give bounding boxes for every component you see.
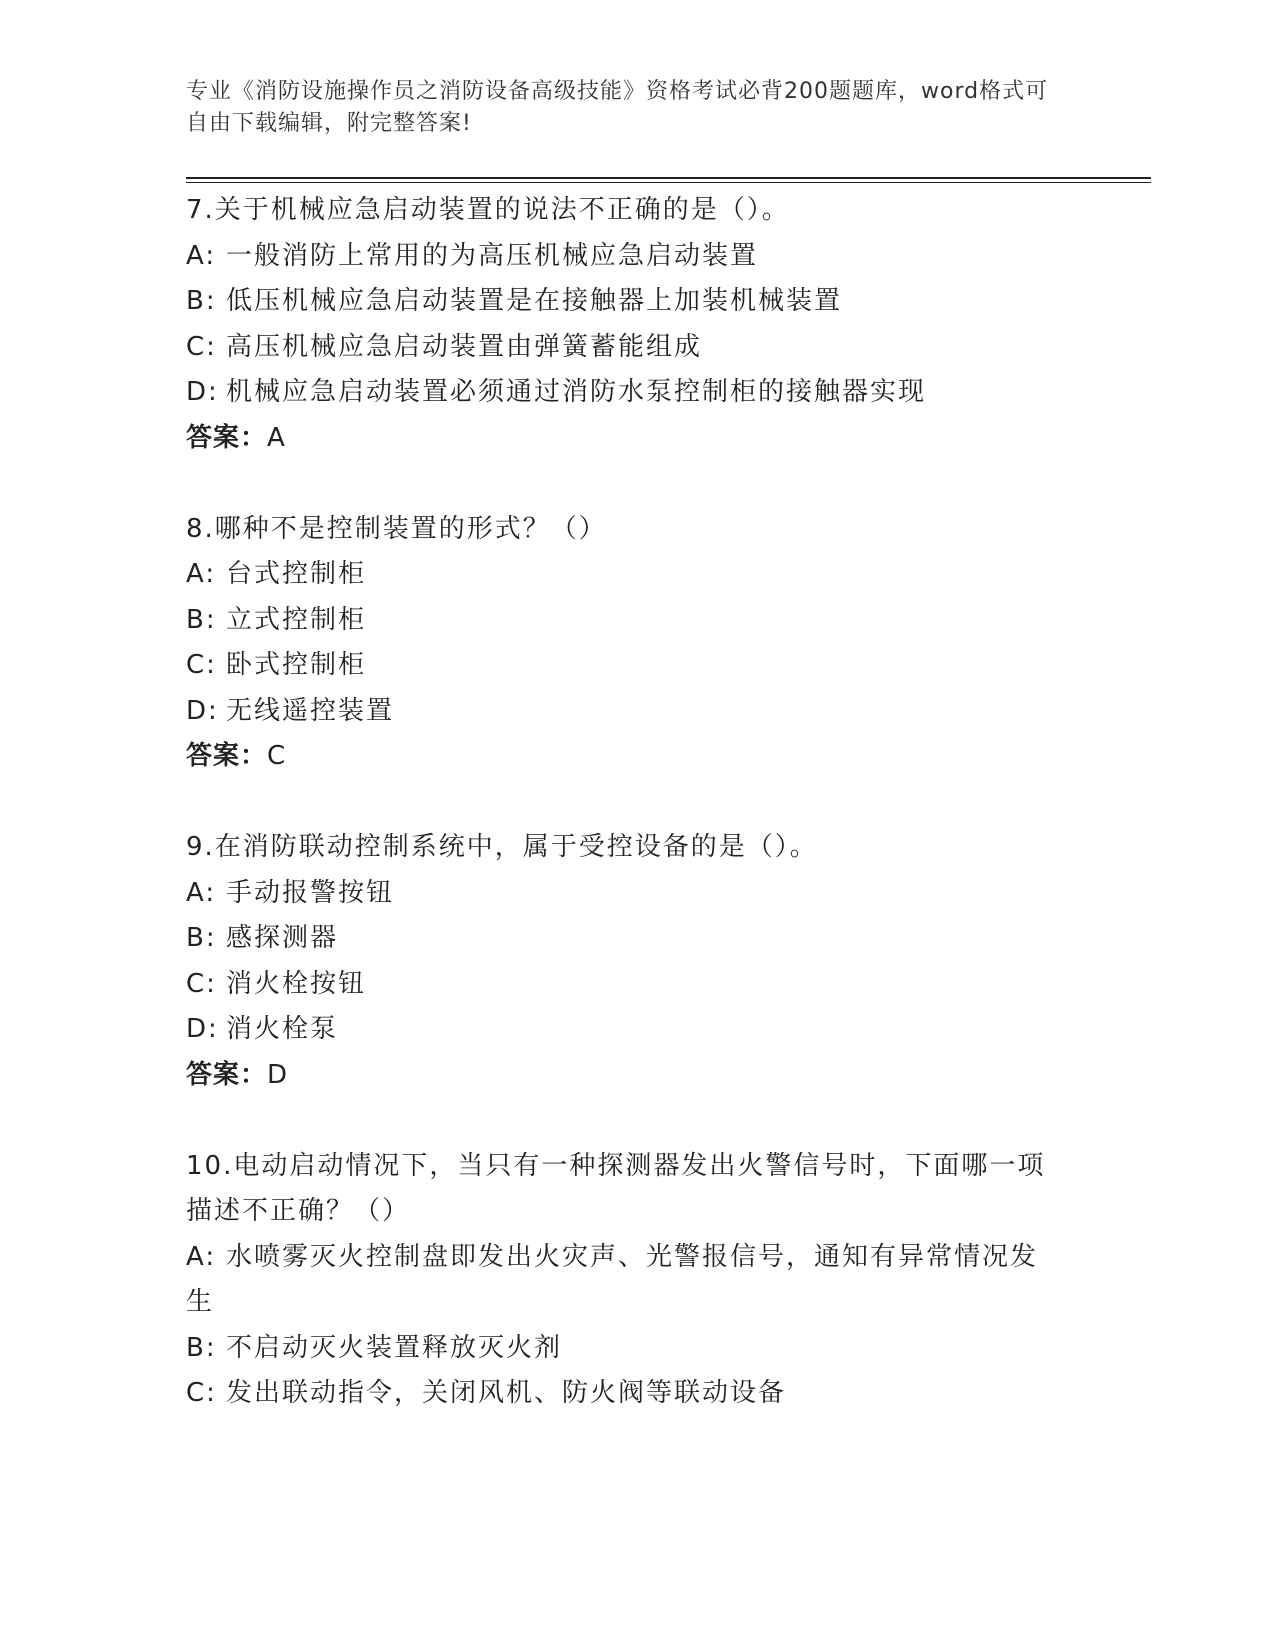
option-a: A: 水喷雾灭火控制盘即发出火灾声、光警报信号，通知有异常情况发 — [186, 1241, 1039, 1272]
question-stem-line-2: 描述不正确？（） — [186, 1196, 411, 1226]
option-c: C: 发出联动指令，关闭风机、防火阀等联动设备 — [186, 1378, 787, 1408]
question-8 — [186, 507, 1086, 780]
answer-value: C — [267, 741, 287, 771]
question-10 — [186, 1144, 1086, 1417]
answer-line — [186, 734, 1086, 780]
option-d: D: 无线遥控装置 — [186, 695, 395, 726]
option-b: B: 立式控制柜 — [186, 604, 367, 635]
question-stem-line-1: 10.电动启动情况下，当只有一种探测器发出火警信号时，下面哪一项 — [186, 1150, 1046, 1181]
question-list — [186, 188, 1086, 1417]
option-d: D: 消火栓泵 — [186, 1014, 339, 1044]
option-a: A: 手动报警按钮 — [186, 877, 395, 908]
answer-prefix: 答案： — [186, 1059, 268, 1090]
option-c: C: 消火栓按钮 — [186, 968, 367, 999]
question-stem: 7.关于机械应急启动装置的说法不正确的是（）。 — [186, 195, 790, 225]
option-c: C: 卧式控制柜 — [186, 650, 367, 680]
header-rule-thin — [186, 182, 1151, 183]
header-rule-thick — [186, 177, 1151, 179]
question-7 — [186, 188, 1086, 461]
option-a-continued: 生 — [186, 1287, 215, 1317]
question-9 — [186, 825, 1086, 1098]
option-d: D: 机械应急启动装置必须通过消防水泵控制柜的接触器实现 — [186, 377, 927, 407]
answer-value: D — [267, 1059, 289, 1090]
option-b: B: 感探测器 — [186, 923, 339, 953]
option-a: A: 一般消防上常用的为高压机械应急启动装置 — [186, 240, 759, 271]
answer-prefix: 答案： — [186, 741, 268, 771]
question-stem: 9.在消防联动控制系统中，属于受控设备的是（）。 — [186, 832, 818, 862]
answer-value: A — [267, 422, 286, 453]
option-b: B: 低压机械应急启动装置是在接触器上加装机械装置 — [186, 286, 843, 316]
answer-line — [186, 416, 1086, 462]
document-header: 专业《消防设施操作员之消防设备高级技能》资格考试必背200题题库，word格式可自由下载编辑，附完整答案! — [186, 79, 1049, 136]
option-b: B: 不启动灭火装置释放灭火剂 — [186, 1332, 563, 1363]
answer-prefix: 答案： — [186, 422, 268, 453]
question-stem: 8.哪种不是控制装置的形式？（） — [186, 513, 607, 544]
answer-line — [186, 1053, 1086, 1099]
option-c: C: 高压机械应急启动装置由弹簧蓄能组成 — [186, 331, 703, 362]
option-a: A: 台式控制柜 — [186, 559, 367, 589]
